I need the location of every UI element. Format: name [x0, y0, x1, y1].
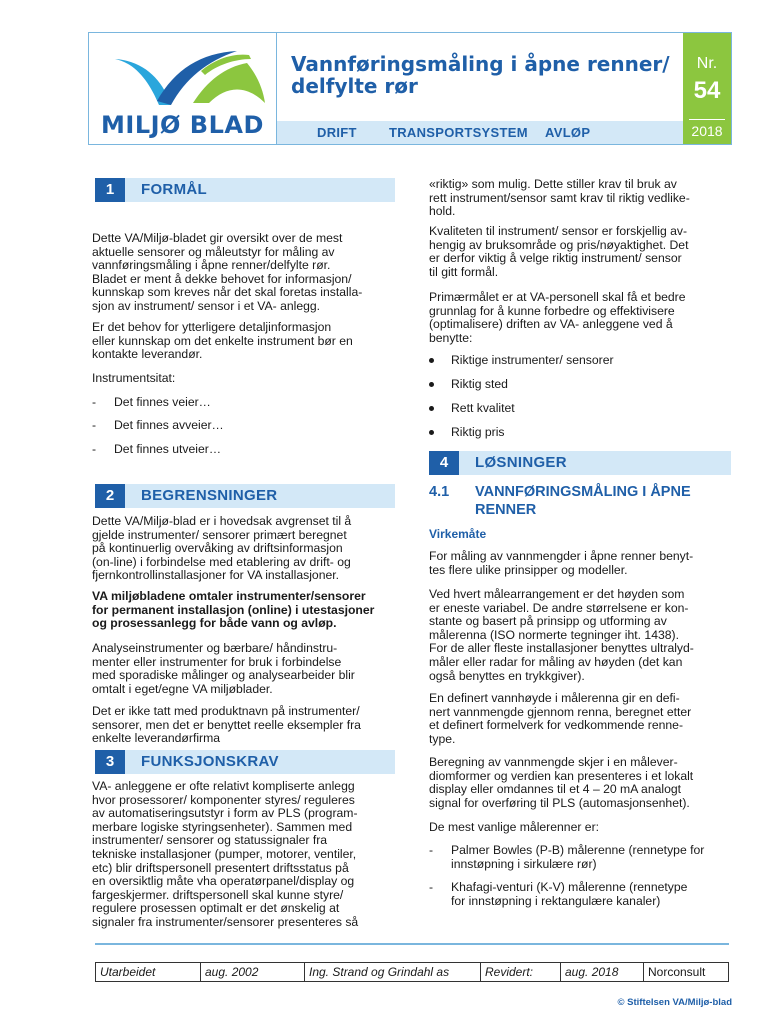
header — [88, 32, 732, 145]
section-number: 2 — [95, 484, 125, 508]
footer-cell: Revidert: — [481, 963, 561, 981]
footer-divider — [95, 943, 729, 945]
bullet-icon — [429, 358, 434, 363]
list-item: - Det finnes avveier… — [92, 418, 224, 432]
paragraph: Det er ikke tatt med produktnavn på instrumenter/ sensorer, men det er benyttet reelle eksempler fra enkelte leverandørfirma — [92, 704, 361, 746]
paragraph: Primærmålet er at VA-personell skal få et bedre grunnlag for å kunne forbedre og effektivisere (optimalisere) driften av VA- anleggene ved å benytte: — [429, 290, 686, 345]
footer-table — [95, 962, 729, 982]
paragraph: En definert vannhøyde i målerenna gir en defi- nert vannmengde gjennom renna, beregnet etter et definert formelverk for vedkommende renne- type. — [429, 691, 692, 746]
list-item: - Det finnes veier… — [92, 395, 211, 409]
footer-cell: aug. 2018 — [561, 963, 644, 981]
year: 2018 — [691, 123, 723, 139]
section-heading-3 — [95, 750, 395, 774]
category-avlop: AVLØP — [545, 125, 591, 140]
paragraph: Dette VA/Miljø-blad er i hovedsak avgrenset til å gjelde instrumenter/ sensorer primært beregnet på kontinuerlig overvåking av driftsinformasjon (on-line) i forbindelse med etablering av drift- og fjernkontrollinstallasjoner for VA installasjoner. — [92, 514, 352, 583]
footer-cell: Utarbeidet — [96, 963, 201, 981]
list-item: Riktig sted — [429, 378, 729, 392]
paragraph: Dette VA/Miljø-bladet gir oversikt over de mest aktuelle sensorer og måleutstyr for måling av vannføringsmåling i åpne renner/delfylte rør. Bladet er ment å dekke behovet for informasjon/ kunnskap som kreves når det skal foretas installa- sjon av instrument/ sensor i et VA- anlegg. — [92, 231, 363, 313]
paragraph: Beregning av vannmengde skjer i en målever- diomformer og verdien kan presenteres i et lokalt display eller omdannes til et 4 – 20 mA analogt signal for overføring til PLS (automasjonsenhet). — [429, 755, 694, 810]
number-value: 54 — [693, 77, 721, 104]
subsection-heading — [429, 483, 739, 521]
subsection-title: VANNFØRINGSMÅLING I ÅPNE RENNER — [475, 484, 691, 518]
paragraph: Analyseinstrumenter og bærbare/ håndinstru- menter eller instrumenter for bruk i forbindelse med sporadiske målinger og analysearbeider blir omtalt i eget/egne VA miljøblader. — [92, 641, 355, 696]
list-item: - Palmer Bowles (P-B) målerenne (rennetype for innstøpning i sirkulære rør) — [429, 843, 705, 871]
number-label: Nr. — [696, 55, 718, 72]
paragraph: Er det behov for ytterligere detaljinformasjon eller kunnskap om det enkelte instrument bør en kontakte leverandør. — [92, 320, 353, 362]
page-title: Vannføringsmåling i åpne renner/ delfylte rør — [291, 52, 670, 98]
copyright: © Stiftelsen VA/Miljø-blad — [617, 997, 732, 1008]
bullet-icon — [429, 430, 434, 435]
category-drift: DRIFT — [317, 125, 357, 140]
paragraph: Kvaliteten til instrument/ sensor er forskjellig av- hengig av bruksområde og pris/nøyaktighet. Det er derfor viktig å velge riktig instrument/ sensor til gitt formål. — [429, 224, 689, 279]
footer-cell: Ing. Strand og Grindahl as — [305, 963, 481, 981]
section-heading-1 — [95, 178, 395, 202]
section-number: 3 — [95, 750, 125, 774]
logo-text: MILJØ BLAD — [101, 111, 264, 139]
category-transportsystem: TRANSPORTSYSTEM — [389, 125, 528, 140]
list-item: Rett kvalitet — [429, 402, 729, 416]
list-item: Riktige instrumenter/ sensorer — [429, 354, 729, 368]
category-bar — [277, 121, 683, 144]
list-item: Riktig pris — [429, 426, 729, 440]
number-divider — [689, 119, 725, 120]
subheading-virkemate: Virkemåte — [429, 527, 487, 541]
list-item: - Khafagi-venturi (K-V) målerenne (rennetype for innstøpning i rektangulære kanaler) — [429, 880, 688, 908]
section-number: 1 — [95, 178, 125, 202]
footer-cell: aug. 2002 — [201, 963, 305, 981]
bullet-icon — [429, 406, 434, 411]
logo — [89, 33, 277, 144]
section-heading-2 — [95, 484, 395, 508]
paragraph: «riktig» som mulig. Dette stiller krav til bruk av rett instrument/sensor samt krav til riktig vedlike- hold. — [429, 177, 690, 219]
va-logo-icon — [97, 41, 269, 111]
paragraph: Ved hvert målearrangement er det høyden som er eneste variabel. De andre størrelsene er kon- stante og basert på prinsipp og utforming av målerenna (ISO normerte tegninger iht. 1438). For de aller fleste installasjoner benyttes ultralyd- måler eller radar for måling av høyden (det kan også benyttes en trykkgiver). — [429, 587, 694, 683]
section-heading-4 — [429, 451, 731, 475]
paragraph: For måling av vannmengder i åpne renner benyt- tes flere ulike prinsipper og modeller. — [429, 549, 694, 577]
section-title: LØSNINGER — [475, 454, 567, 471]
paragraph: VA- anleggene er ofte relativt kompliserte anlegg hvor prosessorer/ komponenter styres/ reguleres av automatiseringsutstyr i form av PLS (program- merbare logiske styringsenheter). Sammen med instrumenter/ sensorer og statussignaler fra tekniske installasjoner (pumper, motorer, ventiler, etc) blir driftspersonell presentert driftsstatus på en oversiktlig måte vha operatørpanel/display og fargeskjermer. driftspersonell skal kunne styre/ regulere prosessen optimalt er det ønskelig at signaler fra instrumenter/sensorer presenteres så — [92, 779, 359, 929]
section-number: 4 — [429, 451, 459, 475]
footer-cell: Norconsult — [648, 965, 706, 979]
bullet-icon — [429, 382, 434, 387]
paragraph-bold: VA miljøbladene omtaler instrumenter/sensorer for permanent installasjon (online) i utestasjoner og prosessanlegg for både vann og avløp. — [92, 589, 375, 631]
paragraph: De mest vanlige målerenner er: — [429, 820, 600, 834]
section-title: BEGRENSNINGER — [141, 487, 278, 504]
list-item: - Det finnes utveier… — [92, 442, 222, 456]
section-title: FUNKSJONSKRAV — [141, 753, 279, 770]
subsection-number: 4.1 — [429, 484, 450, 500]
number-badge — [683, 33, 731, 144]
section-title: FORMÅL — [141, 181, 207, 198]
paragraph: Instrumentsitat: — [92, 371, 176, 385]
title-area — [277, 33, 683, 121]
